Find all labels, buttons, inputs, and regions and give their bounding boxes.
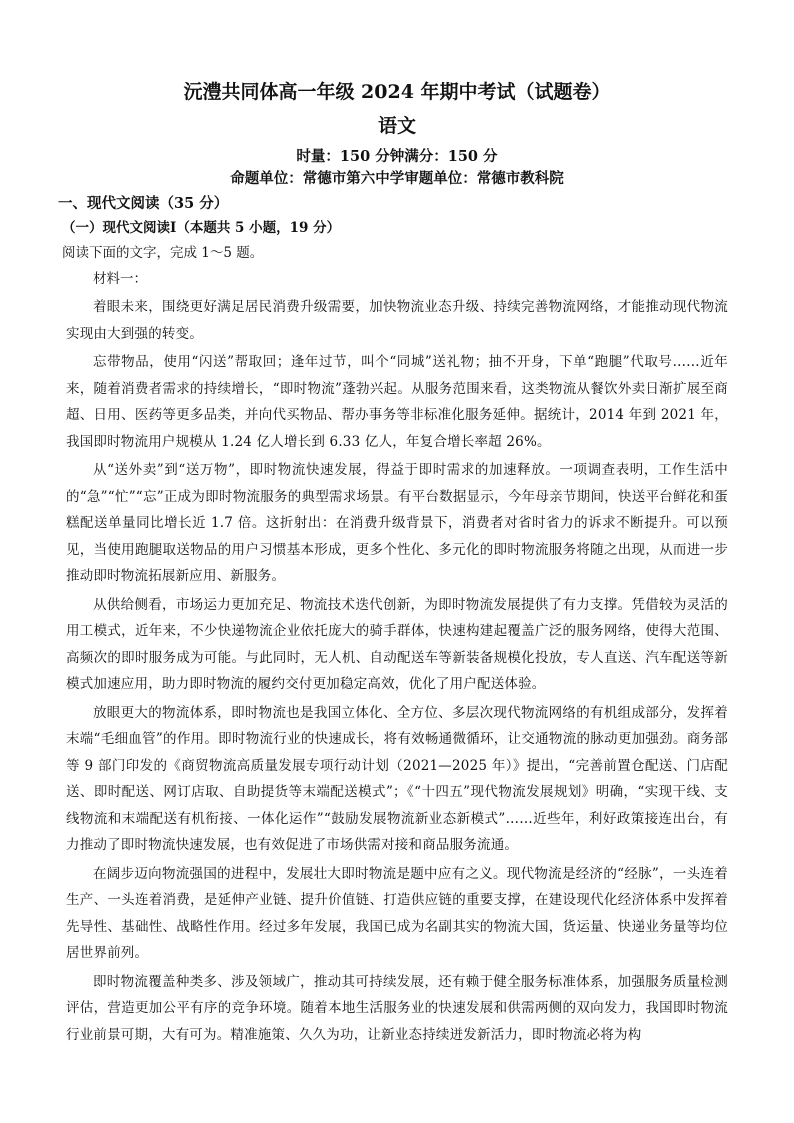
- subject-title: 语文: [377, 115, 416, 137]
- exam-title: 沅澧共同体高一年级 2024 年期中考试（试题卷）: [183, 81, 611, 103]
- paragraph-3: 从“送外卖”到“送万物”，即时物流快速发展，得益于即时需求的加速释放。一项调查表明，工作生活中的“急”“忙”“忘”正成为即时物流服务的典型需求场景。有平台数据显示，今年母亲节期间，快送平台鲜花和蛋糕配送单量同比增长近 1.7 倍。这折射出：在消费升级背景下，消费者对省时省力的诉求不断提升。可以预见，当使用跑腿取送物品的用户习惯基本形成，更多个性化、多元化的即时物流服务将随之出现，从而进一步推动即时物流拓展新应用、新服务。: [66, 462, 728, 584]
- section-heading: 一、现代文阅读（35 分）: [58, 195, 229, 212]
- paragraph-5: 放眼更大的物流体系，即时物流也是我国立体化、全方位、多层次现代物流网络的有机组成部分，发挥着末端“毛细血管”的作用。即时物流行业的快速成长，将有效畅通微循环，让交通物流的脉动更加强劲。商务部等 9 部门印发的《商贸物流高质量发展专项行动计划（2021—2025 年）》提出，“完善前置仓配送、门店配送、即时配送、网订店取、自助提货等末端配送模式”；《“十四五”现代物流发展规划》明确，“实现干线、支线物流和末端配送有机衔接、一体化运作”“鼓励发展物流新业态新模式”……近些年，利好政策接连出台，有力推动了即时物流快速发展，也有效促进了市场供需对接和商品服务流通。: [66, 704, 728, 853]
- subsection-heading: （一）现代文阅读Ⅰ（本题共 5 小题，19 分）: [62, 220, 341, 236]
- paragraph-1: 着眼未来，围绕更好满足居民消费升级需要，加快物流业态升级、持续完善物流网络，才能推动现代物流实现由大到强的转变。: [66, 299, 728, 342]
- paragraph-4: 从供给侧看，市场运力更加充足、物流技术迭代创新，为即时物流发展提供了有力支撑。凭借较为灵活的用工模式，近年来，不少快递物流企业依托庞大的骑手群体，快速构建起覆盖广泛的服务网络，使得大范围、高频次的即时服务成为可能。与此同时，无人机、自动配送车等新装备规模化投放，专人直送、汽车配送等新模式加速应用，助力即时物流的履约交付更加稳定高效，优化了用户配送体验。: [66, 596, 728, 692]
- paragraph-6: 在阔步迈向物流强国的进程中，发展壮大即时物流是题中应有之义。现代物流是经济的“经脉”，一头连着生产、一头连着消费，是延伸产业链、提升价值链、打造供应链的重要支撑，在建设现代化经济体系中发挥着先导性、基础性、战略性作用。经过多年发展，我国已成为名副其实的物流大国，货运量、快递业务量等均位居世界前列。: [66, 865, 728, 961]
- time-info: 时量：150 分钟满分：150 分: [296, 148, 498, 165]
- material-label: 材料一：: [93, 271, 147, 287]
- paragraph-7: 即时物流覆盖种类多、涉及领域广，推动其可持续发展，还有赖于健全服务标准体系，加强服务质量检测评估，营造更加公平有序的竞争环境。随着本地生活服务业的快速发展和供需两侧的双向发力，我国即时物流行业前景可期，大有可为。精准施策、久久为功，让新业态持续迸发新活力，即时物流必将为构: [66, 973, 728, 1043]
- paragraph-2: 忘带物品，使用“闪送”帮取回；逢年过节，叫个“同城”送礼物；抽不开身，下单“跑腿”代取号……近年来，随着消费者需求的持续增长，“即时物流”蓬勃兴起。从服务范围来看，这类物流从餐饮外卖日渐扩展至商超、日用、医药等更多品类，并向代买物品、帮办事务等非标准化服务延伸。据统计，2014 年到 2021 年，我国即时物流用户规模从 1.24 亿人增长到 6.33 亿人，年复合增长率超 26%。: [66, 354, 728, 450]
- reading-instruction: 阅读下面的文字，完成 1～5 题。: [62, 245, 264, 261]
- unit-info: 命题单位：常德市第六中学审题单位：常德市教科院: [230, 170, 564, 187]
